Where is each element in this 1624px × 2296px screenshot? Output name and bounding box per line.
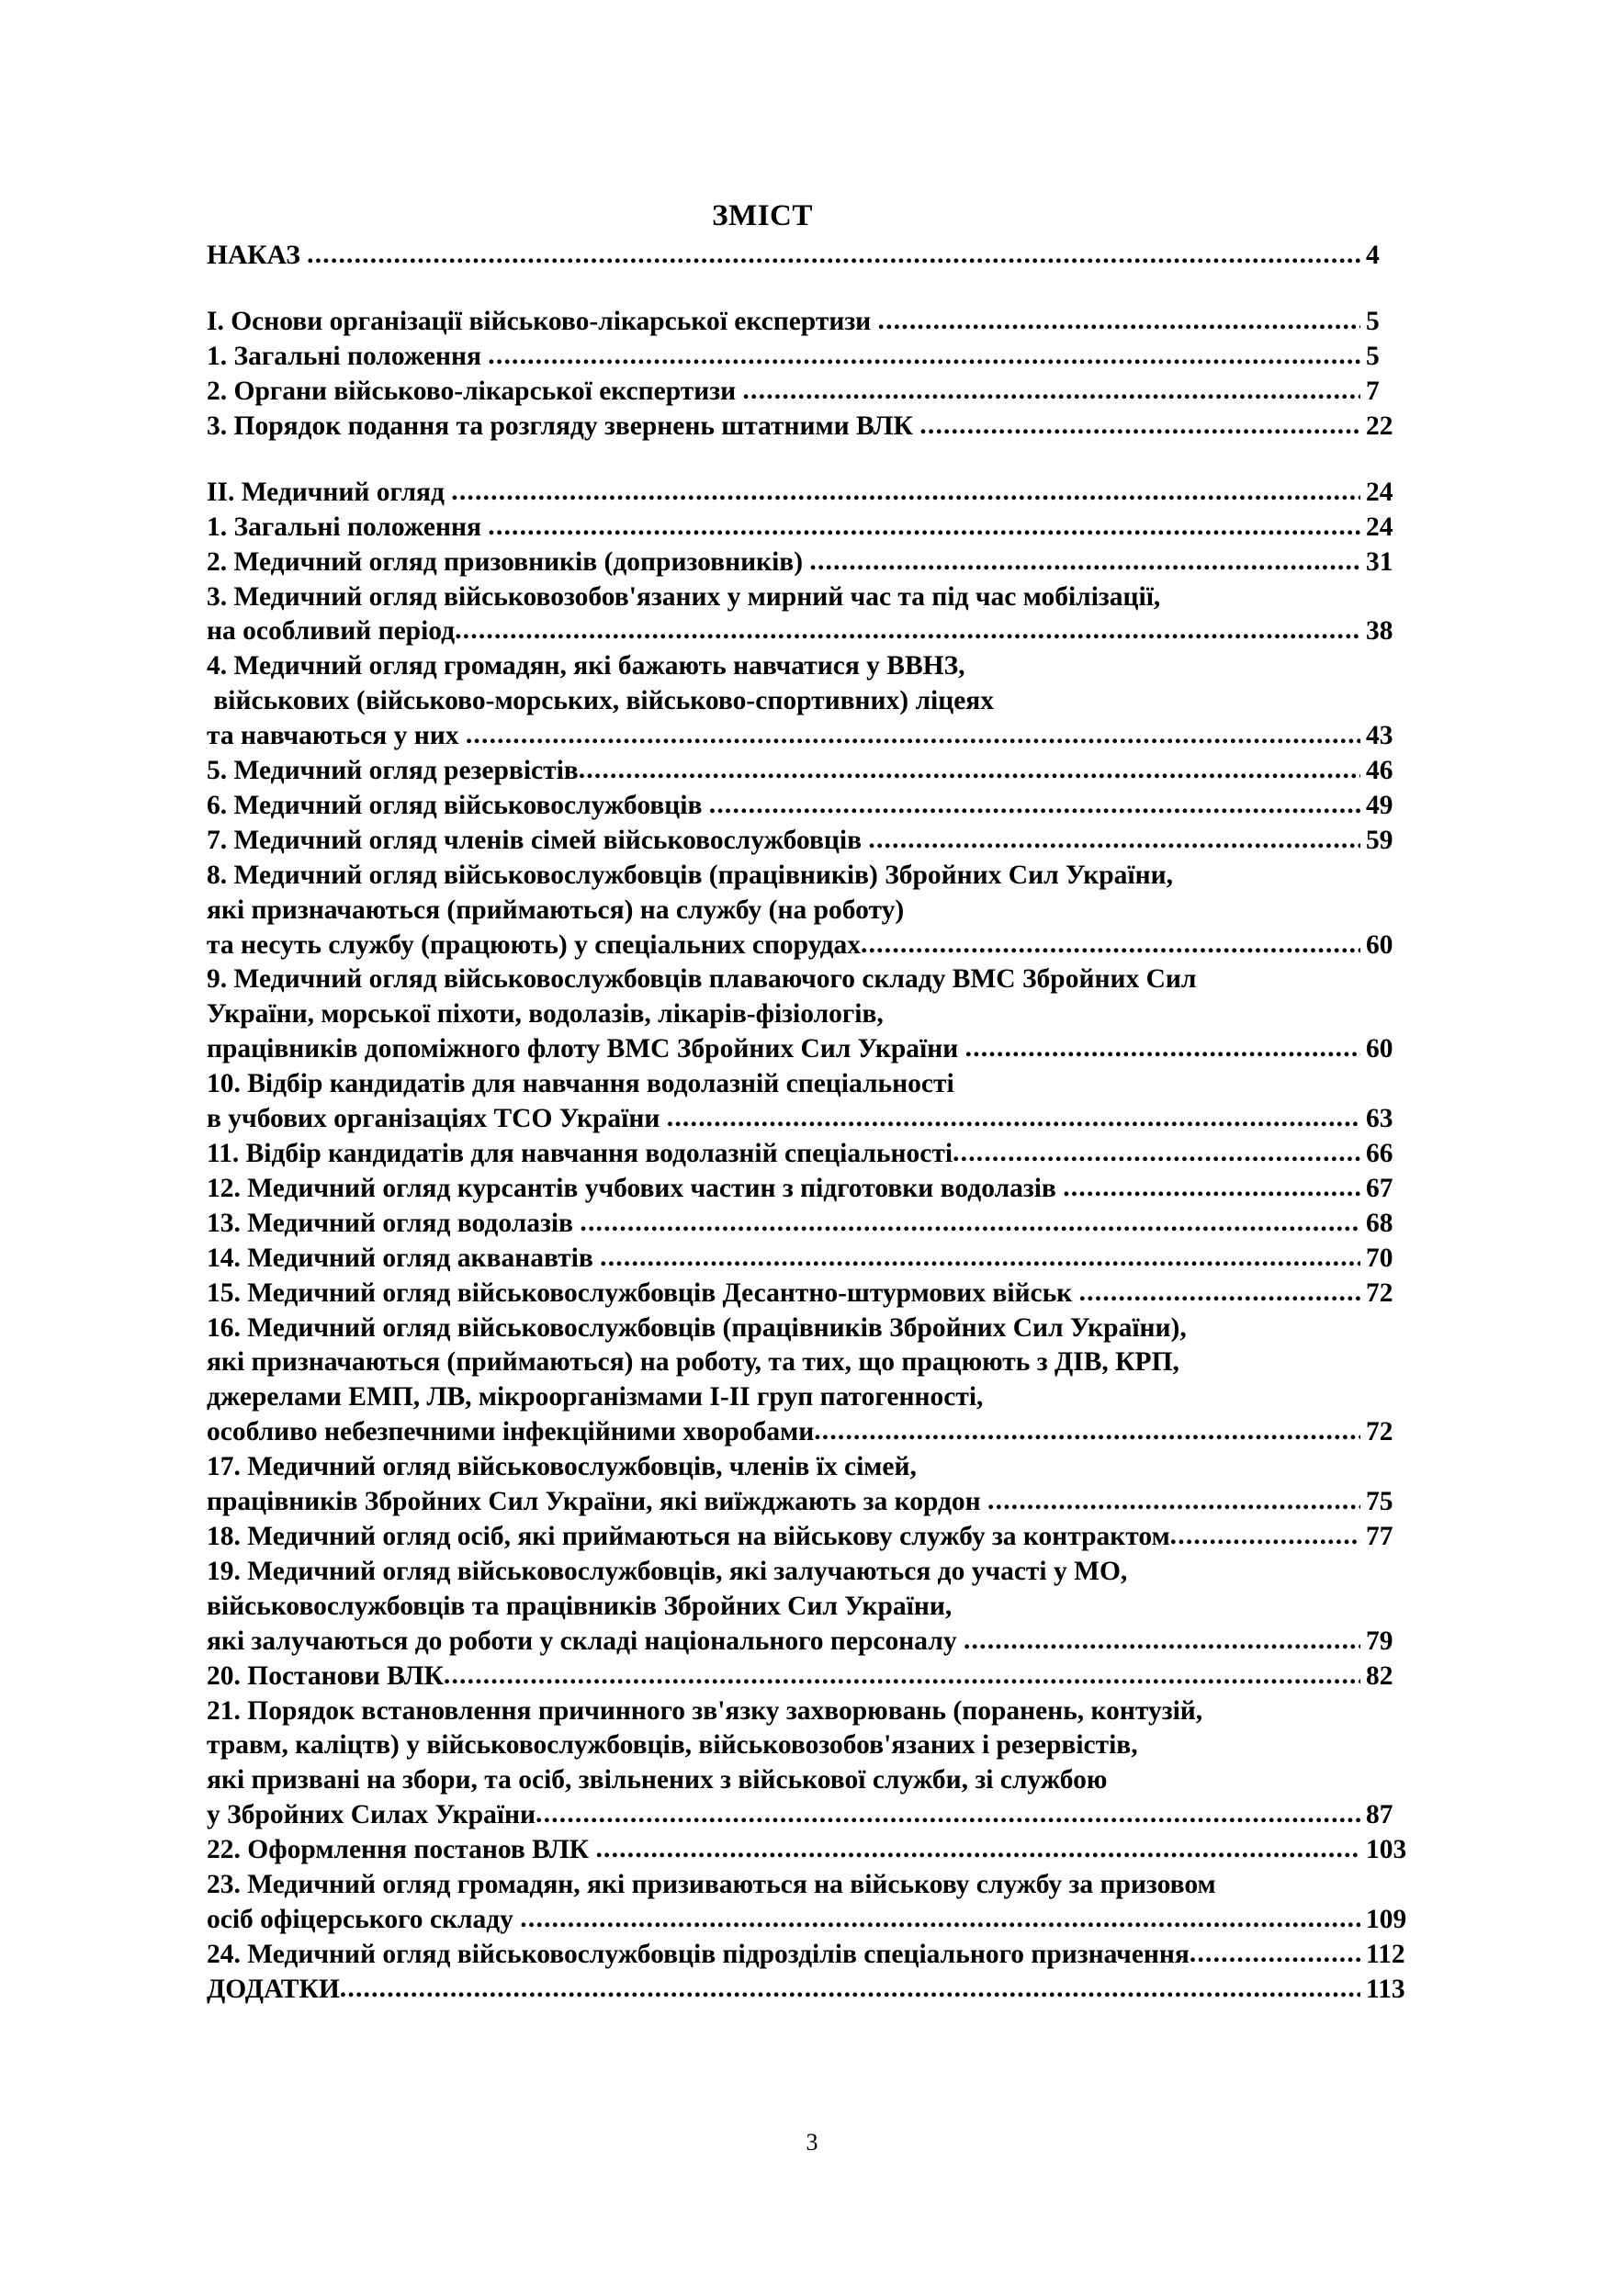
- toc-dot-leader: [709, 788, 1360, 823]
- toc-entry[interactable]: [207, 1833, 1428, 1868]
- toc-entry-label: та навчаються у них: [207, 721, 466, 751]
- toc-entry[interactable]: [207, 1868, 1428, 1903]
- toc-entry[interactable]: [207, 1415, 1428, 1450]
- toc-entry-label: 15. Медичний огляд військовослужбовців Десантно-штурмових військ: [207, 1277, 1079, 1308]
- toc-dot-leader: [444, 1659, 1360, 1694]
- toc-entry-label: ДОДАТКИ: [207, 1974, 340, 2004]
- toc-entry[interactable]: [207, 719, 1428, 754]
- toc-dot-leader: [919, 409, 1360, 444]
- toc-entry[interactable]: [207, 1660, 1428, 1694]
- toc-entry-label: 5. Медичний огляд резервістів: [207, 756, 579, 786]
- toc-entry-page: 38: [1366, 616, 1393, 647]
- toc-dot-leader: [742, 374, 1360, 409]
- toc-entry[interactable]: [207, 580, 1428, 615]
- toc-entry[interactable]: [207, 1485, 1428, 1520]
- toc-spacer: [207, 274, 1428, 305]
- toc-list: [207, 239, 1428, 2007]
- toc-dot-leader: [488, 510, 1360, 545]
- toc-dot-leader: [580, 1206, 1360, 1241]
- toc-entry[interactable]: [207, 859, 1428, 894]
- toc-entry[interactable]: [207, 1973, 1428, 2008]
- toc-dot-leader: [466, 718, 1360, 753]
- toc-entry[interactable]: [207, 997, 1428, 1032]
- toc-entry-label: 17. Медичний огляд військовослужбовців, членів їх сімей,: [207, 1452, 917, 1482]
- toc-entry-page: 63: [1366, 1104, 1393, 1134]
- toc-entry-page: 103: [1366, 1835, 1407, 1865]
- toc-entry-label: 3. Медичний огляд військовозобов'язаних у мирний час та під час мобілізації,: [207, 581, 1161, 612]
- toc-entry-page: 22: [1366, 411, 1393, 441]
- toc-entry-label: 24. Медичний огляд військовослужбовців підрозділів спеціального призначення: [207, 1939, 1190, 1969]
- toc-entry-page: 46: [1366, 756, 1393, 786]
- toc-entry[interactable]: [207, 1242, 1428, 1277]
- toc-dot-leader: [667, 1101, 1360, 1136]
- toc-entry-label: та несуть службу (працюють) у спеціальних спорудах: [207, 929, 862, 960]
- toc-entry[interactable]: [207, 1102, 1428, 1137]
- toc-entry-label: 19. Медичний огляд військовослужбовців, які залучаються до участі у МО,: [207, 1556, 1128, 1586]
- toc-entry-page: 59: [1366, 825, 1393, 855]
- toc-entry[interactable]: [207, 1450, 1428, 1485]
- toc-entry-page: 31: [1366, 546, 1393, 577]
- toc-dot-leader: [1079, 1276, 1360, 1311]
- toc-entry-label: 22. Оформлення постанов ВЛК: [207, 1835, 596, 1865]
- toc-entry[interactable]: [207, 239, 1428, 274]
- toc-entry[interactable]: [207, 754, 1428, 789]
- toc-entry-label: 2. Медичний огляд призовників (допризовників): [207, 546, 810, 577]
- toc-entry-label: 6. Медичний огляд військовослужбовців: [207, 790, 709, 820]
- toc-dot-leader: [1170, 1519, 1360, 1554]
- toc-entry[interactable]: [207, 511, 1428, 546]
- toc-dot-leader: [814, 1414, 1360, 1449]
- toc-entry-page: 7: [1366, 376, 1380, 406]
- toc-entry[interactable]: [207, 546, 1428, 580]
- toc-dot-leader: [1063, 1171, 1360, 1206]
- toc-entry-label: які призначаються (приймаються) на роботу, та тих, що працюють з ДІВ, КРП,: [207, 1347, 1179, 1378]
- toc-entry[interactable]: [207, 1903, 1428, 1938]
- toc-content: [207, 197, 1428, 2008]
- toc-entry-page: 75: [1366, 1487, 1393, 1517]
- toc-entry[interactable]: [207, 824, 1428, 859]
- toc-entry-label: 21. Порядок встановлення причинного зв'язку захворювань (поранень, контузій,: [207, 1695, 1203, 1726]
- toc-dot-leader: [520, 1902, 1360, 1937]
- toc-entry-label: осіб офіцерського складу: [207, 1904, 521, 1934]
- toc-entry-label: працівників Збройних Сил України, які виїжджають за кордон: [207, 1487, 988, 1517]
- toc-entry-label: 8. Медичний огляд військовослужбовців (працівників) Збройних Сил України,: [207, 860, 1173, 890]
- toc-entry-label: 20. Постанови ВЛК: [207, 1660, 444, 1691]
- toc-entry-label: які залучаються до роботи у складі національного персоналу: [207, 1626, 964, 1656]
- toc-entry[interactable]: [207, 1763, 1428, 1798]
- page-number: 3: [806, 2129, 818, 2155]
- toc-entry[interactable]: [207, 1798, 1428, 1833]
- toc-entry[interactable]: [207, 962, 1428, 997]
- toc-spacer: [207, 445, 1428, 476]
- toc-dot-leader: [964, 1624, 1360, 1659]
- toc-entry-page: 60: [1366, 1034, 1393, 1064]
- toc-entry-label: на особливий період: [207, 616, 456, 647]
- toc-entry-page: 24: [1366, 477, 1393, 507]
- toc-entry-label: 10. Відбір кандидатів для навчання водолазній спеціальності: [207, 1069, 954, 1099]
- toc-entry-label: НАКАЗ: [207, 241, 308, 271]
- toc-entry-page: 70: [1366, 1243, 1393, 1273]
- toc-entry[interactable]: [207, 649, 1428, 684]
- toc-entry-page: 113: [1366, 1974, 1405, 2004]
- toc-entry-page: 67: [1366, 1173, 1393, 1203]
- toc-dot-leader: [965, 1031, 1360, 1066]
- toc-entry-page: 77: [1366, 1521, 1393, 1551]
- toc-entry-page: 49: [1366, 790, 1393, 820]
- toc-dot-leader: [455, 613, 1360, 648]
- toc-dot-leader: [451, 475, 1360, 510]
- toc-entry-label: 2. Органи військово-лікарської експертизи: [207, 376, 743, 406]
- toc-dot-leader: [579, 753, 1360, 788]
- toc-entry[interactable]: [207, 305, 1428, 340]
- toc-entry-page: 79: [1366, 1626, 1393, 1656]
- toc-dot-leader: [1190, 1937, 1360, 1972]
- toc-entry-label: 18. Медичний огляд осіб, які приймаються на військову службу за контрактом: [207, 1521, 1170, 1551]
- toc-entry-page: 68: [1366, 1208, 1393, 1238]
- toc-dot-leader: [953, 1136, 1360, 1171]
- toc-entry[interactable]: [207, 340, 1428, 375]
- toc-entry[interactable]: [207, 929, 1428, 963]
- toc-entry-page: 5: [1366, 342, 1380, 372]
- toc-entry-label: джерелами ЕМП, ЛВ, мікроорганізмами І-ІІ груп патогенності,: [207, 1382, 984, 1412]
- toc-dot-leader: [340, 1972, 1360, 2007]
- toc-entry-label: 12. Медичний огляд курсантів учбових частин з підготовки водолазів: [207, 1173, 1064, 1203]
- toc-entry-label: 3. Порядок подання та розгляду звернень штатними ВЛК: [207, 411, 920, 441]
- toc-dot-leader: [878, 304, 1360, 339]
- toc-entry-label: 4. Медичний огляд громадян, які бажають навчатися у ВВНЗ,: [207, 651, 965, 681]
- toc-entry-page: 87: [1366, 1800, 1393, 1830]
- toc-entry-label: військовослужбовців та працівників Збройних Сил України,: [207, 1591, 953, 1621]
- toc-entry-label: військових (військово-морських, військово-спортивних) ліцеях: [207, 686, 994, 716]
- toc-entry-label: у Збройних Силах України: [207, 1800, 536, 1830]
- toc-dot-leader: [987, 1484, 1360, 1519]
- toc-dot-leader: [868, 823, 1360, 858]
- toc-entry[interactable]: [207, 1277, 1428, 1311]
- toc-entry-label: які призначаються (приймаються) на службу (на роботу): [207, 895, 905, 925]
- toc-entry-label: які призвані на збори, та осіб, звільнених з військової служби, зі службою: [207, 1765, 1108, 1795]
- toc-entry-label: 13. Медичний огляд водолазів: [207, 1208, 581, 1238]
- toc-entry[interactable]: [207, 1555, 1428, 1590]
- toc-entry[interactable]: [207, 789, 1428, 824]
- toc-entry-page: 5: [1366, 307, 1380, 337]
- toc-entry-label: 11. Відбір кандидатів для навчання водолазній спеціальності: [207, 1139, 953, 1168]
- toc-entry-label: 9. Медичний огляд військовослужбовців плаваючого складу ВМС Збройних Сил: [207, 964, 1197, 995]
- toc-entry-page: 82: [1366, 1660, 1393, 1691]
- toc-entry[interactable]: [207, 614, 1428, 649]
- toc-entry-page: 109: [1366, 1904, 1407, 1934]
- toc-entry-page: 24: [1366, 512, 1393, 542]
- toc-entry[interactable]: [207, 1694, 1428, 1729]
- toc-entry[interactable]: [207, 476, 1428, 511]
- toc-dot-leader: [809, 545, 1360, 580]
- toc-dot-leader: [861, 928, 1360, 962]
- toc-dot-leader: [488, 339, 1360, 374]
- toc-entry[interactable]: [207, 1207, 1428, 1242]
- toc-entry-page: 112: [1366, 1939, 1405, 1969]
- toc-entry[interactable]: [207, 1938, 1428, 1973]
- toc-entry-label: травм, каліцтв) у військовослужбовців, військовозобов'язаних і резервістів,: [207, 1730, 1138, 1761]
- toc-entry-label: 1. Загальні положення: [207, 512, 489, 542]
- toc-entry-label: 23. Медичний огляд громадян, які призиваються на військову службу за призовом: [207, 1870, 1216, 1900]
- toc-dot-leader: [536, 1797, 1360, 1832]
- toc-dot-leader: [595, 1832, 1360, 1867]
- toc-entry-label: 14. Медичний огляд акванавтів: [207, 1243, 601, 1273]
- page-title: ЗМІСТ: [712, 199, 813, 232]
- toc-entry[interactable]: [207, 1625, 1428, 1660]
- toc-entry-label: в учбових організаціях ТСО України: [207, 1104, 667, 1134]
- toc-entry[interactable]: [207, 1345, 1428, 1380]
- toc-entry-page: 4: [1366, 241, 1380, 271]
- toc-entry-label: 16. Медичний огляд військовослужбовців (працівників Збройних Сил України),: [207, 1312, 1187, 1343]
- toc-entry[interactable]: [207, 410, 1428, 445]
- toc-entry-page: 60: [1366, 929, 1393, 960]
- toc-entry[interactable]: [207, 684, 1428, 719]
- toc-entry-label: І. Основи організації військово-лікарської експертизи: [207, 307, 878, 337]
- toc-entry[interactable]: [207, 1067, 1428, 1102]
- toc-entry-label: працівників допоміжного флоту ВМС Збройних Сил України: [207, 1034, 965, 1064]
- toc-dot-leader: [600, 1241, 1360, 1276]
- toc-entry-page: 43: [1366, 721, 1393, 751]
- toc-entry-label: особливо небезпечними інфекційними хворобами: [207, 1417, 815, 1447]
- toc-entry-label: 1. Загальні положення: [207, 342, 489, 372]
- toc-entry[interactable]: [207, 1032, 1428, 1067]
- toc-entry[interactable]: [207, 375, 1428, 410]
- toc-entry[interactable]: [207, 1172, 1428, 1207]
- toc-dot-leader: [307, 238, 1360, 273]
- toc-entry[interactable]: [207, 1520, 1428, 1555]
- toc-entry-label: 7. Медичний огляд членів сімей військовослужбовців: [207, 825, 869, 855]
- toc-entry-page: 66: [1366, 1139, 1393, 1168]
- toc-entry-label: ІІ. Медичний огляд: [207, 477, 452, 507]
- toc-entry[interactable]: [207, 1137, 1428, 1172]
- toc-entry[interactable]: [207, 894, 1428, 929]
- toc-entry[interactable]: [207, 1311, 1428, 1346]
- toc-entry-page: 72: [1366, 1417, 1393, 1447]
- toc-entry[interactable]: [207, 1590, 1428, 1625]
- toc-entry[interactable]: [207, 1728, 1428, 1763]
- toc-entry-label: України, морської піхоти, водолазів, лікарів-фізіологів,: [207, 999, 884, 1030]
- toc-entry-page: 72: [1366, 1277, 1393, 1308]
- toc-entry[interactable]: [207, 1380, 1428, 1415]
